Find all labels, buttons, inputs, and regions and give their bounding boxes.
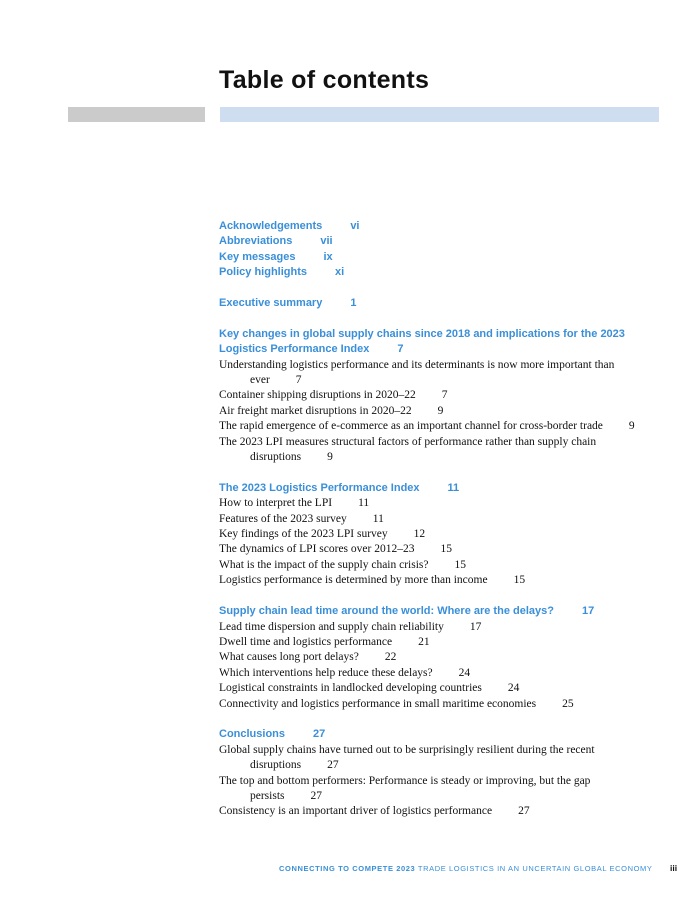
running-footer xyxy=(279,864,652,873)
toc-page-number: 27 xyxy=(327,759,339,772)
toc-page-number: 22 xyxy=(384,651,397,664)
toc-entry-title: Conclusions xyxy=(219,728,286,741)
toc-entry-title: Dwell time and logistics performance xyxy=(219,635,393,648)
toc-entry-title: Abbreviations xyxy=(219,235,293,248)
footer-series-title: CONNECTING TO COMPETE 2023 xyxy=(279,864,416,873)
toc-entry-title: Lead time dispersion and supply chain reliability xyxy=(219,620,444,633)
toc-entry[interactable] xyxy=(219,404,650,419)
toc-heading[interactable] xyxy=(219,234,639,249)
toc-entry[interactable] xyxy=(219,496,650,511)
toc-page-number: vii xyxy=(320,235,333,248)
toc-page-number: 17 xyxy=(581,605,595,618)
toc-page-number: 17 xyxy=(469,620,482,633)
toc-entry-title: What causes long port delays? xyxy=(219,651,359,664)
toc-page-number: 9 xyxy=(327,451,333,464)
toc-page-number: 11 xyxy=(447,481,460,494)
toc-entry[interactable] xyxy=(219,650,650,665)
toc-entry[interactable] xyxy=(219,512,650,527)
toc-page-number: 7 xyxy=(441,389,448,402)
toc-page-number: 11 xyxy=(372,512,384,525)
toc-heading[interactable] xyxy=(219,481,639,496)
toc-entry[interactable] xyxy=(219,620,650,635)
toc-entry[interactable] xyxy=(219,681,650,696)
toc-page-number: 24 xyxy=(458,666,471,679)
table-of-contents xyxy=(219,219,639,835)
toc-section xyxy=(219,219,639,281)
toc-entry-title: Executive summary xyxy=(219,297,323,310)
toc-section xyxy=(219,481,639,589)
toc-entry[interactable] xyxy=(219,635,650,650)
toc-entry-title: Key changes in global supply chains since 2018 and implications for the 2023 Logistics Performance Index xyxy=(219,327,625,356)
toc-entry-title: Acknowledgements xyxy=(219,220,323,232)
toc-entry-title: Logistics performance is determined by more than income xyxy=(219,574,488,587)
toc-entry-title: Global supply chains have turned out to be surprisingly resilient during the recent disruptions xyxy=(219,743,595,772)
toc-heading[interactable] xyxy=(219,327,639,358)
toc-page-number: xi xyxy=(335,266,345,279)
toc-entry[interactable] xyxy=(219,358,650,389)
toc-section xyxy=(219,727,639,819)
toc-page-number: 9 xyxy=(628,420,635,433)
toc-heading[interactable] xyxy=(219,296,639,311)
toc-page-number: 27 xyxy=(310,789,322,802)
toc-entry[interactable] xyxy=(219,527,650,542)
toc-entry-title: Key findings of the 2023 LPI survey xyxy=(219,528,388,541)
toc-entry-title: Key messages xyxy=(219,250,296,263)
toc-page-number: 11 xyxy=(358,497,370,510)
toc-entry-title: Features of the 2023 survey xyxy=(219,512,347,525)
toc-entry-title: Air freight market disruptions in 2020–22 xyxy=(219,404,412,417)
toc-entry[interactable] xyxy=(219,666,650,681)
footer-subtitle: TRADE LOGISTICS IN AN UNCERTAIN GLOBAL ECONOMY xyxy=(417,864,653,873)
toc-entry[interactable] xyxy=(219,419,650,434)
toc-section xyxy=(219,604,639,712)
toc-entry-title: Container shipping disruptions in 2020–22 xyxy=(219,389,416,402)
toc-page-number: 15 xyxy=(513,574,526,587)
toc-entry-title: How to interpret the LPI xyxy=(219,497,333,510)
toc-page-number: 24 xyxy=(507,682,520,695)
toc-section xyxy=(219,327,639,466)
toc-entry-title: Which interventions help reduce these delays? xyxy=(219,666,433,679)
toc-page-number: 7 xyxy=(295,374,302,387)
toc-entry-title: The top and bottom performers: Performance is steady or improving, but the gap persists xyxy=(219,774,591,802)
toc-page-number: 15 xyxy=(454,558,466,571)
decorative-grey-bar xyxy=(68,107,205,122)
toc-entry-title: Connectivity and logistics performance in small maritime economies xyxy=(219,697,537,710)
toc-heading[interactable] xyxy=(219,265,639,280)
toc-entry-title: Policy highlights xyxy=(219,266,308,279)
toc-page-number: 12 xyxy=(413,528,426,541)
toc-page-number: 9 xyxy=(437,404,444,417)
toc-page-number: vi xyxy=(350,220,360,232)
toc-heading[interactable] xyxy=(219,250,639,265)
toc-entry-title: Supply chain lead time around the world: Where are the delays? xyxy=(219,605,554,618)
toc-entry[interactable] xyxy=(219,558,650,573)
page-title: Table of contents xyxy=(219,66,430,94)
toc-heading[interactable] xyxy=(219,604,639,619)
toc-entry-title: The dynamics of LPI scores over 2012–23 xyxy=(219,543,415,556)
toc-entry[interactable] xyxy=(219,743,650,774)
toc-entry-title: The 2023 LPI measures structural factors of performance rather than supply chain disruptions xyxy=(219,435,597,464)
toc-page-number: 15 xyxy=(440,543,452,556)
toc-page-number: 27 xyxy=(518,805,530,818)
toc-entry[interactable] xyxy=(219,804,650,819)
toc-entry-title: The rapid emergence of e-commerce as an important channel for cross-border trade xyxy=(219,420,603,433)
toc-entry-title: Logistical constraints in landlocked developing countries xyxy=(219,682,482,695)
toc-page-number: 27 xyxy=(313,728,326,741)
toc-entry[interactable] xyxy=(219,388,650,403)
toc-entry-title: Consistency is an important driver of logistics performance xyxy=(219,805,493,818)
toc-page-number: 7 xyxy=(397,343,404,356)
toc-entry[interactable] xyxy=(219,774,650,805)
toc-heading[interactable] xyxy=(219,727,639,742)
toc-entry[interactable] xyxy=(219,697,650,712)
toc-entry[interactable] xyxy=(219,435,650,466)
decorative-blue-bar xyxy=(220,107,659,122)
toc-entry-title: The 2023 Logistics Performance Index xyxy=(219,481,420,494)
toc-entry[interactable] xyxy=(219,573,650,588)
toc-page-number: 25 xyxy=(562,697,574,710)
toc-section xyxy=(219,296,639,311)
page-number: iii xyxy=(670,863,678,873)
toc-page-number: ix xyxy=(323,250,333,263)
toc-heading[interactable] xyxy=(219,219,639,234)
toc-page-number: 21 xyxy=(418,635,430,648)
toc-page-number: 1 xyxy=(350,297,357,310)
toc-entry-title: What is the impact of the supply chain crisis? xyxy=(219,558,429,571)
toc-entry[interactable] xyxy=(219,542,650,557)
toc-entry-title: Understanding logistics performance and its determinants is now more important than ever xyxy=(219,358,615,387)
